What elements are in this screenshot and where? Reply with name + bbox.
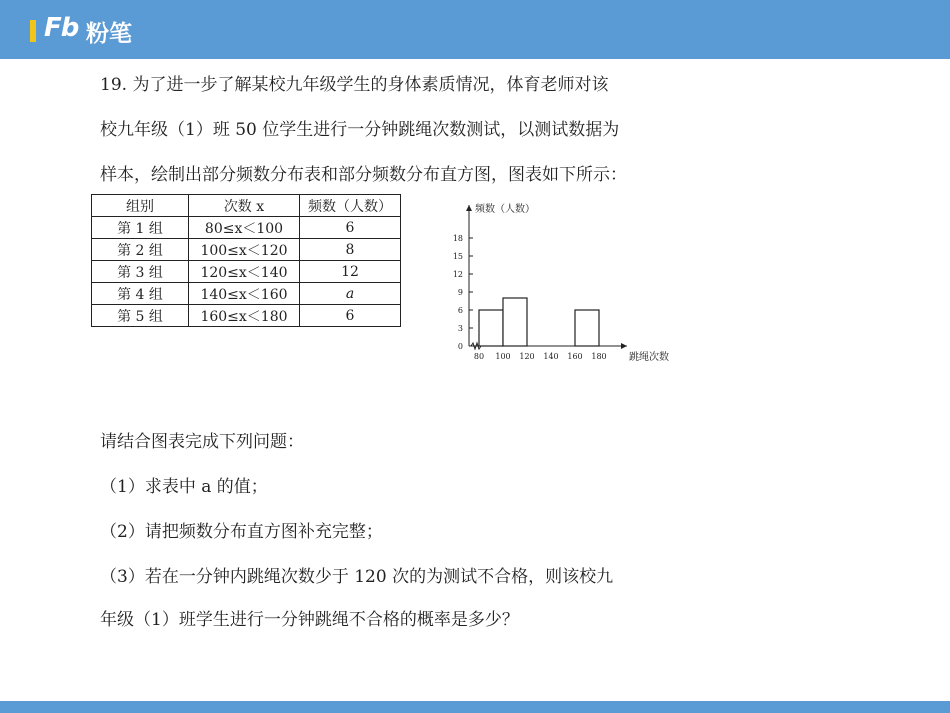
y-tick-label: 6	[457, 306, 463, 315]
y-tick-label: 9	[457, 288, 463, 297]
frequency-histogram	[445, 195, 685, 370]
table-cell: 第 2 组	[92, 239, 189, 261]
prompt-line: 请结合图表完成下列问题：	[100, 432, 304, 452]
table-cell: 6	[300, 305, 401, 327]
y-tick-label: 0	[457, 342, 463, 351]
y-axis-arrow	[466, 205, 472, 211]
y-tick-label: 18	[452, 234, 463, 243]
histogram-bar	[575, 310, 599, 346]
table-cell: 第 4 组	[92, 283, 189, 305]
x-tick-label: 180	[591, 352, 607, 361]
table-cell: a	[300, 283, 401, 305]
x-axis-arrow	[621, 343, 627, 349]
subquestion-2: （2）请把频数分布直方图补充完整；	[100, 522, 383, 542]
histogram-bar	[479, 310, 503, 346]
frequency-table	[91, 194, 401, 327]
x-tick-label: 80	[473, 352, 485, 361]
x-tick-label: 140	[543, 352, 559, 361]
subquestion-3-line-1: （3）若在一分钟内跳绳次数少于 120 次的为测试不合格，则该校九	[100, 567, 614, 587]
table-header-cell: 组别	[92, 195, 189, 217]
table-header-row	[92, 195, 401, 217]
table-row	[92, 217, 401, 239]
footer-bar	[0, 701, 950, 713]
table-cell: 120≤x＜140	[189, 261, 300, 283]
chart-bars	[479, 298, 599, 346]
x-tick-label: 120	[519, 352, 535, 361]
y-axis-label: 频数（人数）	[475, 204, 535, 215]
table-row	[92, 239, 401, 261]
logo-mark-text: Fb	[44, 13, 79, 43]
question-line-2: 校九年级（1）班 50 位学生进行一分钟跳绳次数测试，以测试数据为	[100, 120, 620, 140]
y-tick-label: 15	[452, 252, 463, 261]
table-cell: 第 1 组	[92, 217, 189, 239]
table-cell: 100≤x＜120	[189, 239, 300, 261]
x-tick-label: 100	[495, 352, 511, 361]
y-tick-label: 3	[457, 324, 463, 333]
brand-name: 粉笔	[86, 21, 132, 47]
table-header-cell: 频数（人数）	[300, 195, 401, 217]
table-cell: 第 3 组	[92, 261, 189, 283]
table-row	[92, 283, 401, 305]
table-cell: 第 5 组	[92, 305, 189, 327]
table-cell: 6	[300, 217, 401, 239]
x-axis-label: 跳绳次数	[629, 352, 669, 363]
table-cell: 12	[300, 261, 401, 283]
table-row	[92, 261, 401, 283]
table-cell: 80≤x＜100	[189, 217, 300, 239]
logo-accent-mark	[30, 20, 36, 42]
subquestion-1: （1）求表中 a 的值；	[100, 477, 268, 497]
subquestion-3-line-2: 年级（1）班学生进行一分钟跳绳不合格的概率是多少？	[100, 610, 519, 630]
y-tick-label: 12	[452, 270, 463, 279]
table-row	[92, 305, 401, 327]
question-line-3: 样本，绘制出部分频数分布表和部分频数分布直方图，图表如下所示：	[100, 165, 627, 185]
question-line-1: 19. 为了进一步了解某校九年级学生的身体素质情况，体育老师对该	[100, 75, 609, 95]
header-bar	[0, 0, 950, 59]
table-cell: 160≤x＜180	[189, 305, 300, 327]
table-header-cell: 次数 x	[189, 195, 300, 217]
table-cell: 140≤x＜160	[189, 283, 300, 305]
table-cell: 8	[300, 239, 401, 261]
histogram-bar	[503, 298, 527, 346]
x-tick-label: 160	[567, 352, 583, 361]
